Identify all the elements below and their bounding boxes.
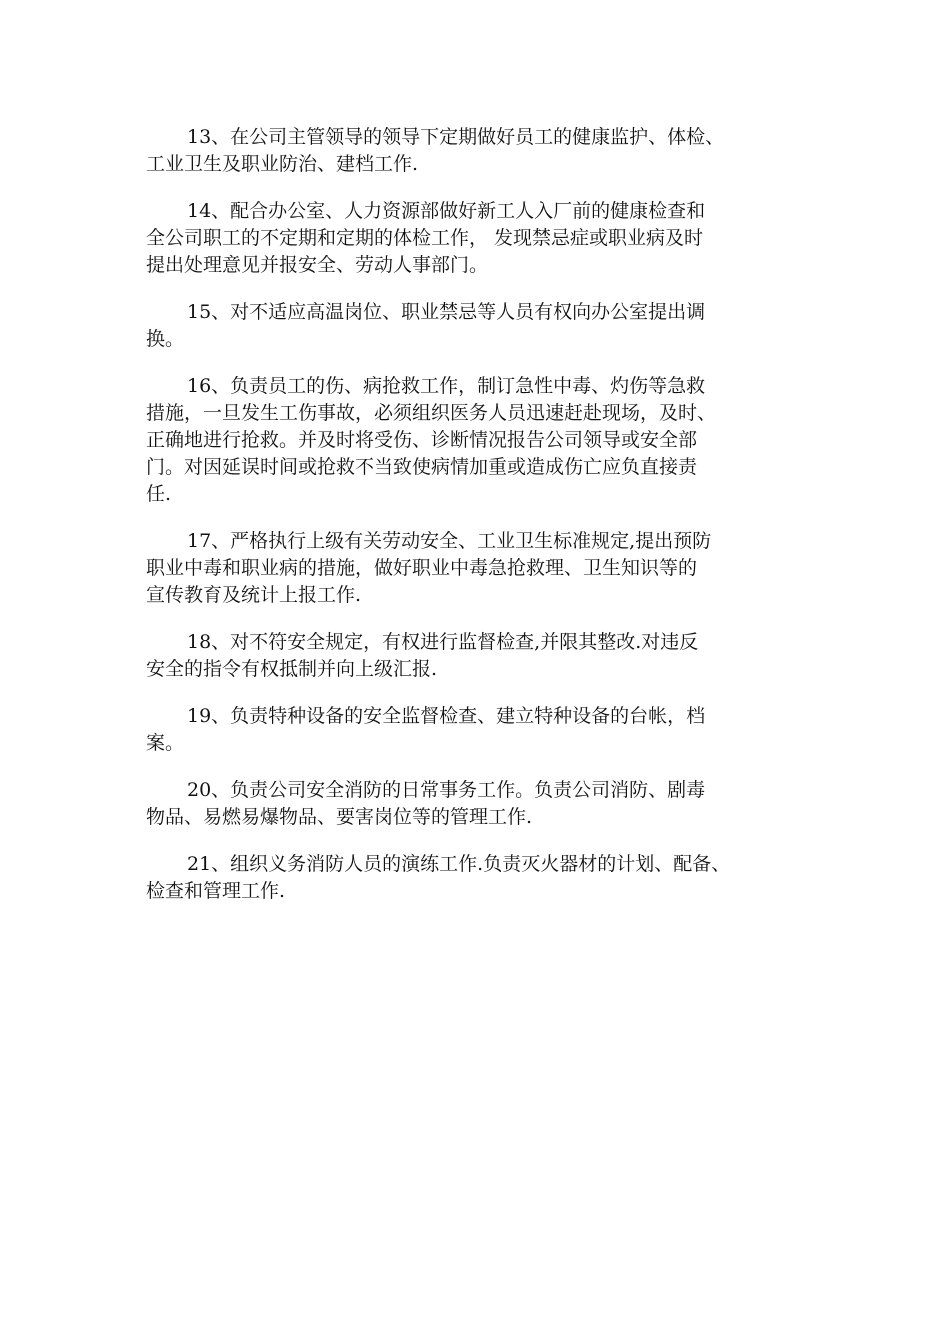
paragraph-14 (146, 198, 836, 279)
paragraph-18 (146, 629, 836, 683)
paragraph-line: 措施，一旦发生工伤事故，必须组织医务人员迅速赶赴现场，及时、 (146, 402, 717, 424)
paragraph-line: 19、负责特种设备的安全监督检查、建立特种设备的台帐，档 (187, 705, 706, 727)
paragraph-line: 17、严格执行上级有关劳动安全、工业卫生标准规定,提出预防 (187, 530, 712, 552)
document-body (146, 124, 836, 925)
paragraph-line: 20、负责公司安全消防的日常事务工作。负责公司消防、剧毒 (187, 779, 706, 801)
paragraph-line: 正确地进行抢救。并及时将受伤、诊断情况报告公司领导或安全部 (146, 429, 698, 451)
paragraph-line: 安全的指令有权抵制并向上级汇报. (146, 658, 438, 680)
paragraph-line: 门。对因延误时间或抢救不当致使病情加重或造成伤亡应负直接责 (146, 456, 698, 478)
paragraph-line: 工业卫生及职业防治、建档工作. (146, 153, 419, 175)
paragraph-line: 16、负责员工的伤、病抢救工作，制订急性中毒、灼伤等急救 (187, 375, 706, 397)
paragraph-line: 14、配合办公室、人力资源部做好新工人入厂前的健康检查和 (187, 200, 706, 222)
paragraph-21 (146, 851, 836, 905)
paragraph-line: 15、对不适应高温岗位、职业禁忌等人员有权向办公室提出调 (187, 301, 706, 323)
paragraph-17 (146, 528, 836, 609)
paragraph-line: 案。 (146, 732, 185, 754)
paragraph-line: 任. (146, 483, 172, 505)
paragraph-line: 18、对不符安全规定，有权进行监督检查,并限其整改.对违反 (187, 631, 699, 653)
paragraph-line: 21、组织义务消防人员的演练工作.负责灭火器材的计划、配备、 (187, 853, 731, 875)
paragraph-line: 换。 (146, 328, 185, 350)
paragraph-line: 检查和管理工作. (146, 880, 286, 902)
paragraph-15 (146, 299, 836, 353)
paragraph-16 (146, 373, 836, 508)
paragraph-line: 全公司职工的不定期和定期的体检工作， 发现禁忌症或职业病及时 (146, 227, 704, 249)
paragraph-line: 13、在公司主管领导的领导下定期做好员工的健康监护、体检、 (187, 126, 725, 148)
paragraph-line: 提出处理意见并报安全、劳动人事部门。 (146, 254, 489, 276)
paragraph-line: 物品、易燃易爆物品、要害岗位等的管理工作. (146, 806, 533, 828)
paragraph-line: 宣传教育及统计上报工作. (146, 584, 362, 606)
paragraph-13 (146, 124, 836, 178)
paragraph-20 (146, 777, 836, 831)
paragraph-line: 职业中毒和职业病的措施，做好职业中毒急抢救理、卫生知识等的 (146, 557, 698, 579)
paragraph-19 (146, 703, 836, 757)
